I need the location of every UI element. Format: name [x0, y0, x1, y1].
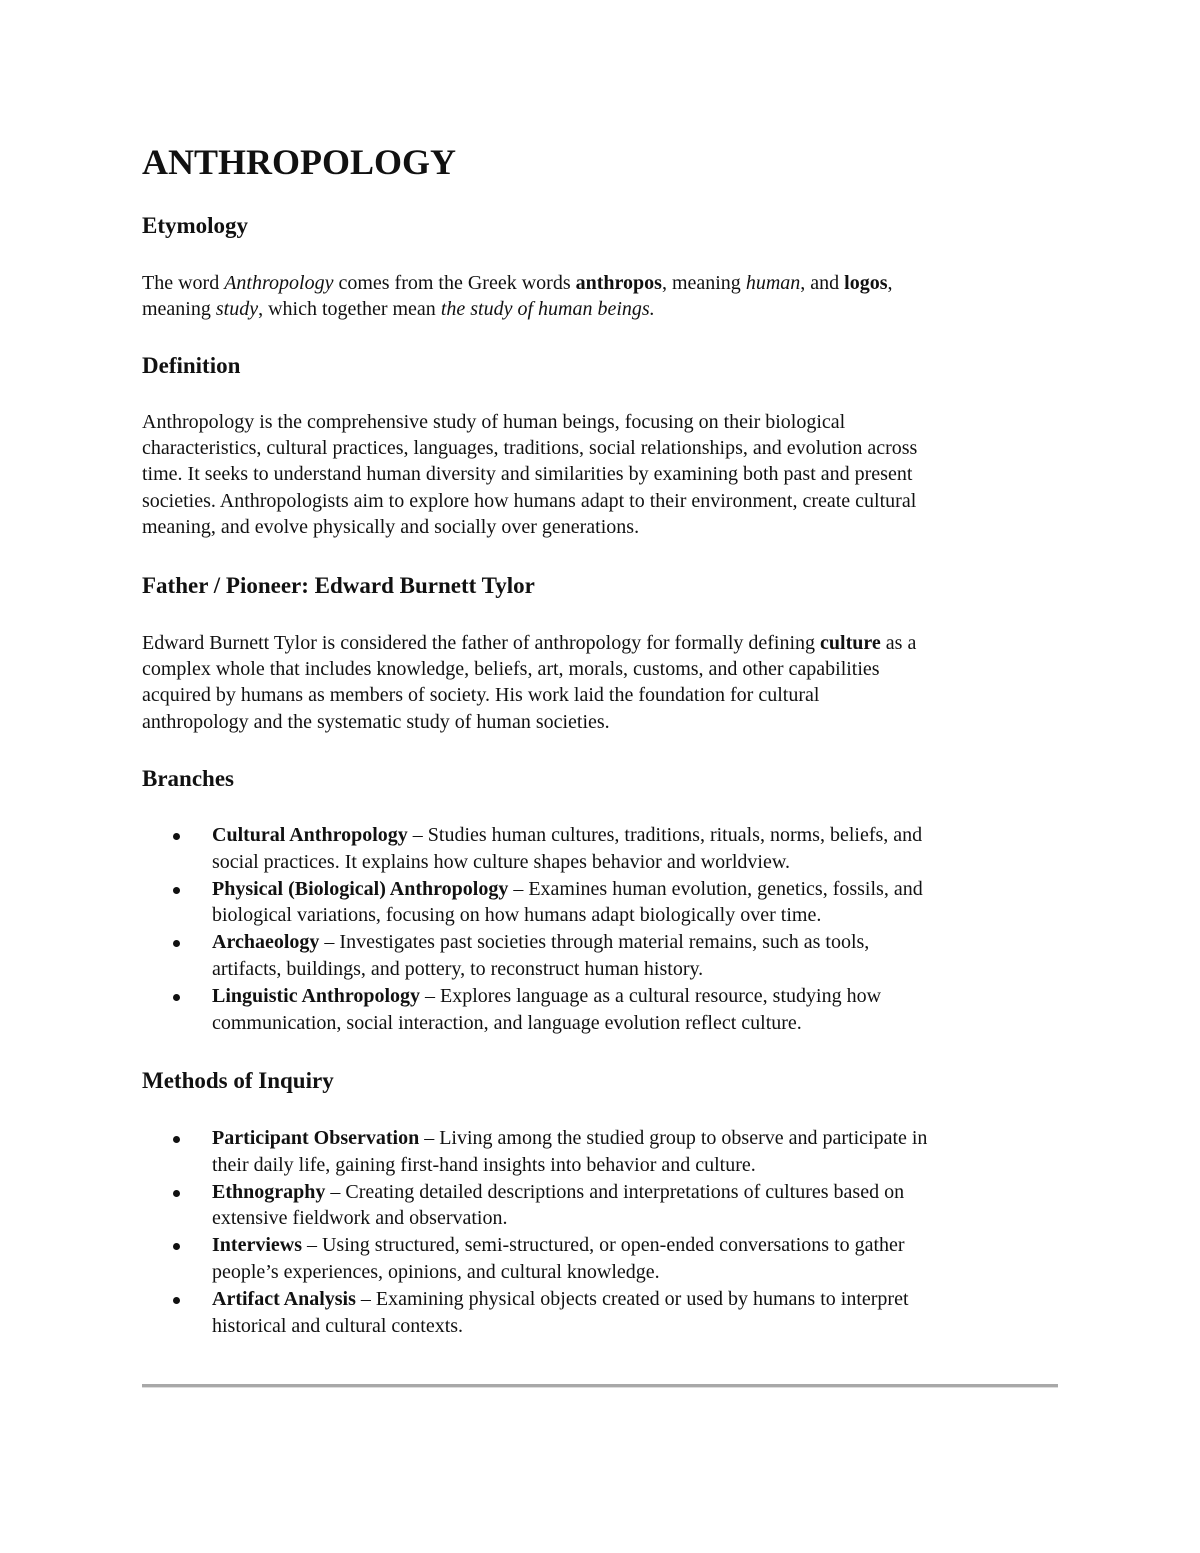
father-heading: Father / Pioneer: Edward Burnett Tylor [142, 573, 535, 598]
bullet-icon [173, 940, 180, 947]
document-title: ANTHROPOLOGY [142, 142, 457, 182]
father-line: anthropology and the systematic study of human societies. [142, 710, 610, 733]
list-item: Archaeology – Investigates past societies through material remains, such as tools, artifacts, buildings, and pottery, to reconstruct human history. [0, 929, 1100, 983]
etymology-paragraph [142, 270, 1062, 322]
bullet-icon [173, 833, 180, 840]
father-line: Edward Burnett Tylor is considered the father of anthropology for formally defining culture as a [142, 632, 917, 654]
greek-word-anthropos: anthropos [575, 272, 662, 294]
etymology-line-1: The word Anthropology comes from the Greek words anthropos, meaning human, and logos, [142, 272, 893, 294]
father-line: acquired by humans as members of society. His work laid the foundation for cultural [142, 684, 820, 707]
greek-word-logos: logos [844, 272, 888, 294]
methods-heading: Methods of Inquiry [142, 1068, 334, 1093]
etymology-heading: Etymology [142, 213, 249, 238]
definition-line: meaning, and evolve physically and socially over generations. [142, 515, 640, 538]
definition-line: societies. Anthropologists aim to explore how humans adapt to their environment, create cultural [142, 489, 917, 512]
method-term: Artifact Analysis [212, 1287, 356, 1310]
definition-paragraph [142, 409, 1062, 540]
definition-line: Anthropology is the comprehensive study of human beings, focusing on their biological [142, 411, 846, 433]
father-paragraph [142, 630, 1062, 735]
bullet-icon [173, 1136, 180, 1143]
list-item: Interviews – Using structured, semi-structured, or open-ended conversations to gather people’s experiences, opinions, and cultural knowledge. [0, 1232, 1100, 1286]
branches-list [0, 822, 1100, 1036]
bullet-icon [173, 1297, 180, 1304]
method-term: Interviews [212, 1234, 302, 1257]
list-item: Physical (Biological) Anthropology – Examines human evolution, genetics, fossils, and biological variations, focusing on how humans adapt biologically over time. [0, 876, 1100, 930]
list-item: Linguistic Anthropology – Explores language as a cultural resource, studying how communication, social interaction, and language evolution reflect culture. [0, 983, 1100, 1037]
list-item: Participant Observation – Living among the studied group to observe and participate in their daily life, gaining first-hand insights into behavior and culture. [0, 1125, 1100, 1179]
method-term: Participant Observation [212, 1127, 420, 1149]
branch-term: Linguistic Anthropology [212, 984, 421, 1007]
bullet-icon [173, 1190, 180, 1197]
branch-term: Archaeology [212, 931, 320, 954]
branch-term: Physical (Biological) Anthropology [212, 877, 509, 900]
bullet-icon [173, 994, 180, 1001]
method-term: Ethnography [212, 1180, 326, 1203]
meaning-human: human [745, 272, 801, 294]
father-line: complex whole that includes knowledge, beliefs, art, morals, customs, and other capabilities [142, 658, 880, 681]
list-item: Ethnography – Creating detailed descriptions and interpretations of cultures based on extensive fieldwork and observation. [0, 1179, 1100, 1233]
horizontal-rule [142, 1384, 1058, 1388]
methods-list [0, 1125, 1100, 1339]
branches-heading: Branches [142, 766, 234, 791]
bullet-icon [173, 887, 180, 894]
etymology-line-2: meaning study, which together mean the study of human beings. [142, 298, 655, 321]
branch-term: Cultural Anthropology [212, 824, 408, 846]
definition-line: characteristics, cultural practices, languages, traditions, social relationships, and evolution across [142, 437, 918, 460]
definition-line: time. It seeks to understand human diversity and similarities by examining both past and present [142, 463, 913, 486]
definition-heading: Definition [142, 353, 241, 378]
culture-term: culture [820, 632, 881, 654]
meaning-study: study [215, 298, 259, 321]
list-item: Cultural Anthropology – Studies human cultures, traditions, rituals, norms, beliefs, and social practices. It explains how culture shapes behavior and worldview. [0, 822, 1100, 876]
etymology-word: Anthropology [224, 272, 334, 294]
list-item: Artifact Analysis – Examining physical objects created or used by humans to interpret historical and cultural contexts. [0, 1286, 1100, 1340]
bullet-icon [173, 1243, 180, 1250]
meaning-phrase: the study of human beings [440, 298, 650, 321]
